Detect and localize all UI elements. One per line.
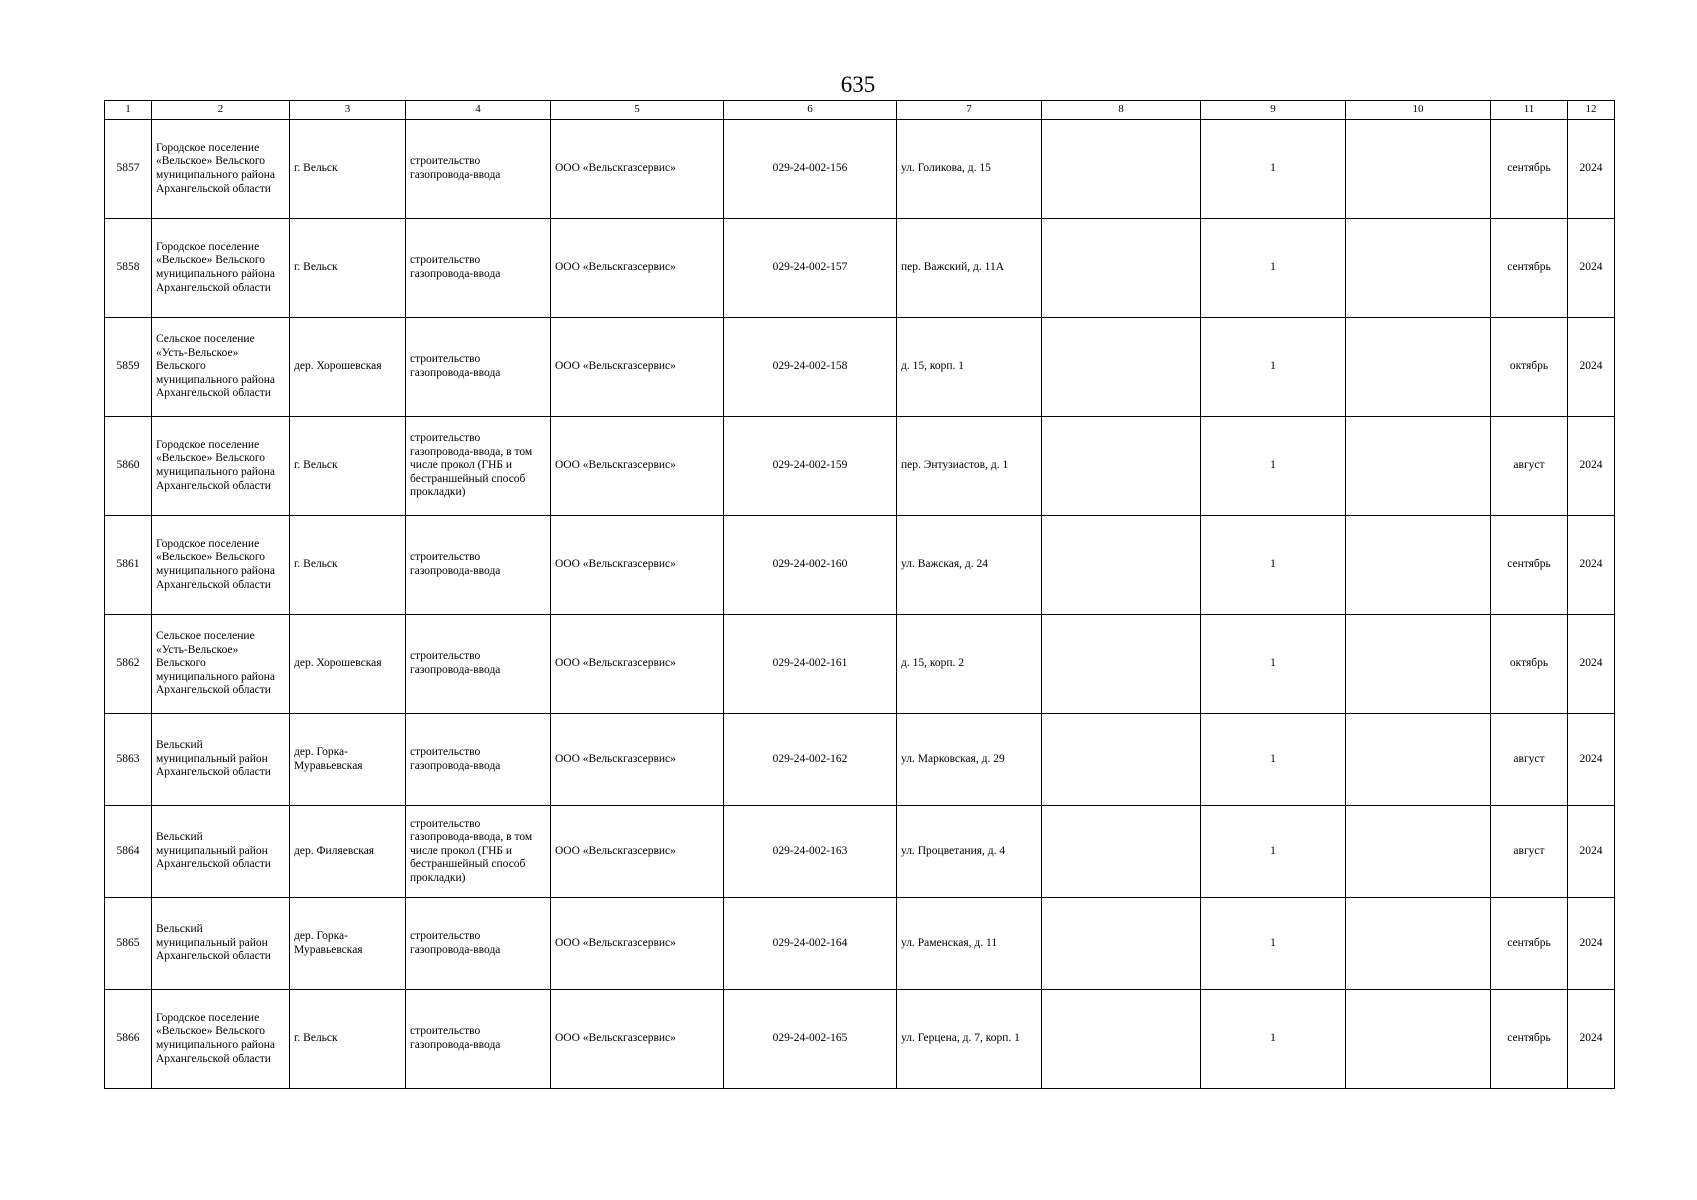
address-cell: ул. Голикова, д. 15 [897,120,1042,219]
object-code-cell: 029-24-002-160 [724,516,897,615]
organization-cell: ООО «Вельскгазсервис» [551,615,724,714]
work-type-cell: строительство газопровода-ввода [406,318,551,417]
organization-cell: ООО «Вельскгазсервис» [551,714,724,806]
month-cell: сентябрь [1491,516,1568,615]
settlement-cell: дер. Хорошевская [290,318,406,417]
row-number: 5858 [105,219,152,318]
column-number: 1 [105,101,152,120]
objects-table [104,100,1615,1089]
year-cell: 2024 [1568,120,1615,219]
address-cell: ул. Марковская, д. 29 [897,714,1042,806]
column-8-cell [1042,615,1201,714]
column-10-cell [1346,417,1491,516]
settlement-cell: дер. Горка-Муравьевская [290,898,406,990]
address-cell: ул. Раменская, д. 11 [897,898,1042,990]
object-code-cell: 029-24-002-164 [724,898,897,990]
settlement-cell: дер. Филяевская [290,806,406,898]
month-cell: сентябрь [1491,990,1568,1089]
year-cell: 2024 [1568,219,1615,318]
work-type-cell: строительство газопровода-ввода [406,219,551,318]
column-number: 10 [1346,101,1491,120]
object-code-cell: 029-24-002-162 [724,714,897,806]
work-type-cell: строительство газопровода-ввода [406,615,551,714]
quantity-cell: 1 [1201,990,1346,1089]
object-code-cell: 029-24-002-165 [724,990,897,1089]
municipality-cell: Сельское поселение «Усть-Вельское» Вельского муниципального района Архангельской области [152,615,290,714]
municipality-cell: Городское поселение «Вельское» Вельского муниципального района Архангельской области [152,417,290,516]
column-10-cell [1346,898,1491,990]
object-code-cell: 029-24-002-158 [724,318,897,417]
table-row [105,990,1615,1089]
column-number: 5 [551,101,724,120]
table-row [105,318,1615,417]
address-cell: ул. Герцена, д. 7, корп. 1 [897,990,1042,1089]
settlement-cell: г. Вельск [290,120,406,219]
municipality-cell: Сельское поселение «Усть-Вельское» Вельского муниципального района Архангельской области [152,318,290,417]
year-cell: 2024 [1568,714,1615,806]
column-number: 3 [290,101,406,120]
column-10-cell [1346,714,1491,806]
column-10-cell [1346,516,1491,615]
column-number: 11 [1491,101,1568,120]
quantity-cell: 1 [1201,417,1346,516]
organization-cell: ООО «Вельскгазсервис» [551,898,724,990]
year-cell: 2024 [1568,417,1615,516]
organization-cell: ООО «Вельскгазсервис» [551,120,724,219]
month-cell: сентябрь [1491,120,1568,219]
quantity-cell: 1 [1201,219,1346,318]
row-number: 5864 [105,806,152,898]
settlement-cell: дер. Хорошевская [290,615,406,714]
municipality-cell: Вельский муниципальный район Архангельской области [152,714,290,806]
column-10-cell [1346,318,1491,417]
table-row [105,714,1615,806]
column-10-cell [1346,219,1491,318]
column-number: 7 [897,101,1042,120]
column-8-cell [1042,898,1201,990]
municipality-cell: Городское поселение «Вельское» Вельского муниципального района Архангельской области [152,219,290,318]
column-8-cell [1042,219,1201,318]
object-code-cell: 029-24-002-157 [724,219,897,318]
organization-cell: ООО «Вельскгазсервис» [551,219,724,318]
year-cell: 2024 [1568,516,1615,615]
column-10-cell [1346,806,1491,898]
object-code-cell: 029-24-002-159 [724,417,897,516]
table-row [105,516,1615,615]
table-row [105,219,1615,318]
table-row [105,120,1615,219]
work-type-cell: строительство газопровода-ввода [406,990,551,1089]
address-cell: д. 15, корп. 2 [897,615,1042,714]
address-cell: д. 15, корп. 1 [897,318,1042,417]
object-code-cell: 029-24-002-156 [724,120,897,219]
table-row [105,417,1615,516]
column-number: 9 [1201,101,1346,120]
year-cell: 2024 [1568,615,1615,714]
row-number: 5859 [105,318,152,417]
quantity-cell: 1 [1201,615,1346,714]
column-8-cell [1042,990,1201,1089]
column-8-cell [1042,714,1201,806]
address-cell: ул. Важская, д. 24 [897,516,1042,615]
month-cell: сентябрь [1491,219,1568,318]
quantity-cell: 1 [1201,516,1346,615]
settlement-cell: дер. Горка-Муравьевская [290,714,406,806]
object-code-cell: 029-24-002-161 [724,615,897,714]
municipality-cell: Вельский муниципальный район Архангельской области [152,898,290,990]
organization-cell: ООО «Вельскгазсервис» [551,806,724,898]
settlement-cell: г. Вельск [290,990,406,1089]
work-type-cell: строительство газопровода-ввода [406,714,551,806]
table-row [105,615,1615,714]
column-number: 4 [406,101,551,120]
month-cell: август [1491,806,1568,898]
column-8-cell [1042,806,1201,898]
column-10-cell [1346,990,1491,1089]
row-number: 5857 [105,120,152,219]
row-number: 5861 [105,516,152,615]
month-cell: сентябрь [1491,898,1568,990]
organization-cell: ООО «Вельскгазсервис» [551,990,724,1089]
column-number: 6 [724,101,897,120]
settlement-cell: г. Вельск [290,417,406,516]
organization-cell: ООО «Вельскгазсервис» [551,318,724,417]
page-number: 635 [840,72,876,97]
work-type-cell: строительство газопровода-ввода, в том числе прокол (ГНБ и бестраншейный способ прокладки) [406,417,551,516]
table-row [105,898,1615,990]
work-type-cell: строительство газопровода-ввода [406,120,551,219]
column-8-cell [1042,417,1201,516]
column-10-cell [1346,120,1491,219]
table-row [105,806,1615,898]
quantity-cell: 1 [1201,714,1346,806]
column-number: 8 [1042,101,1201,120]
row-number: 5860 [105,417,152,516]
municipality-cell: Городское поселение «Вельское» Вельского муниципального района Архангельской области [152,120,290,219]
month-cell: август [1491,417,1568,516]
quantity-cell: 1 [1201,318,1346,417]
municipality-cell: Городское поселение «Вельское» Вельского муниципального района Архангельской области [152,990,290,1089]
quantity-cell: 1 [1201,898,1346,990]
address-cell: ул. Процветания, д. 4 [897,806,1042,898]
municipality-cell: Вельский муниципальный район Архангельской области [152,806,290,898]
year-cell: 2024 [1568,898,1615,990]
row-number: 5862 [105,615,152,714]
settlement-cell: г. Вельск [290,516,406,615]
month-cell: октябрь [1491,615,1568,714]
column-number: 12 [1568,101,1615,120]
column-8-cell [1042,516,1201,615]
organization-cell: ООО «Вельскгазсервис» [551,516,724,615]
column-10-cell [1346,615,1491,714]
work-type-cell: строительство газопровода-ввода, в том числе прокол (ГНБ и бестраншейный способ прокладки) [406,806,551,898]
quantity-cell: 1 [1201,806,1346,898]
work-type-cell: строительство газопровода-ввода [406,516,551,615]
column-number-row [105,101,1615,120]
row-number: 5865 [105,898,152,990]
column-number: 2 [152,101,290,120]
month-cell: октябрь [1491,318,1568,417]
row-number: 5866 [105,990,152,1089]
address-cell: пер. Энтузиастов, д. 1 [897,417,1042,516]
municipality-cell: Городское поселение «Вельское» Вельского муниципального района Архангельской области [152,516,290,615]
organization-cell: ООО «Вельскгазсервис» [551,417,724,516]
work-type-cell: строительство газопровода-ввода [406,898,551,990]
object-code-cell: 029-24-002-163 [724,806,897,898]
address-cell: пер. Важский, д. 11А [897,219,1042,318]
settlement-cell: г. Вельск [290,219,406,318]
year-cell: 2024 [1568,806,1615,898]
month-cell: август [1491,714,1568,806]
year-cell: 2024 [1568,318,1615,417]
column-8-cell [1042,318,1201,417]
column-8-cell [1042,120,1201,219]
year-cell: 2024 [1568,990,1615,1089]
row-number: 5863 [105,714,152,806]
quantity-cell: 1 [1201,120,1346,219]
